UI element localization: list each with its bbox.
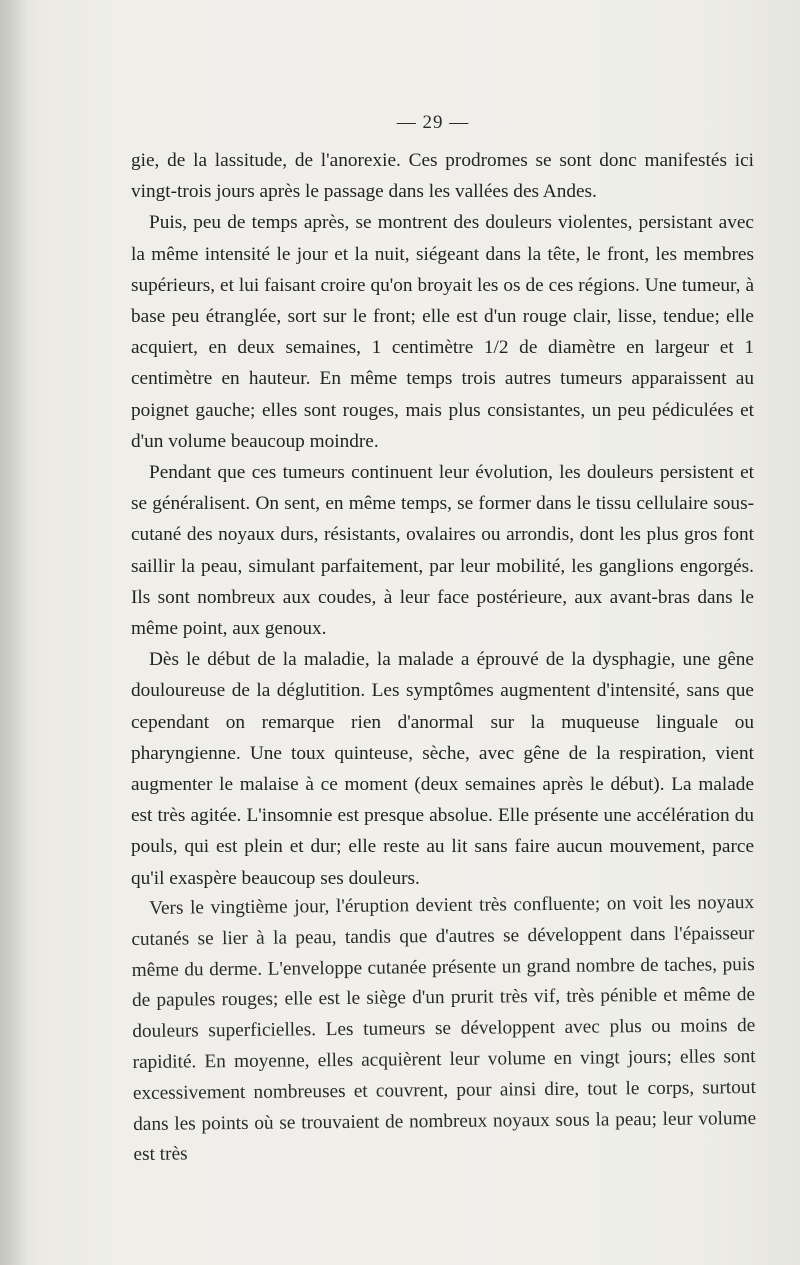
binding-shadow	[0, 0, 28, 1265]
paragraph: Dès le début de la maladie, la malade a éprouvé de la dysphagie, une gêne douloureuse de la déglutition. Les symptômes augmentent d'intensité, sans que cependant on remarque rien d'anormal sur la muqueuse linguale ou pharyngienne. Une toux quinteuse, sèche, avec gêne de la respiration, vient augmenter le malaise à ce moment (deux semaines après le début). La malade est très agitée. L'insomnie est presque absolue. Elle présente une accélération du pouls, qui est plein et dur; elle reste au lit sans faire aucun mouvement, parce qu'il exaspère beaucoup ses douleurs.	[131, 649, 754, 889]
paragraph: Pendant que ces tumeurs continuent leur évolution, les douleurs persistent et se généralisent. On sent, en même temps, se former dans le tissu cellulaire sous-cutané des noyaux durs, résistants, ovalaires ou arrondis, dont les plus gros font saillir la peau, simulant parfaitement, par leur mobilité, les ganglions engorgés. Ils sont nombreux aux coudes, à leur face postérieure, aux avant-bras dans le même point, aux genoux.	[131, 462, 754, 640]
paragraph: Vers le vingtième jour, l'éruption devient très confluente; on voit les noyaux cutanés se lier à la peau, tandis que d'autres se développent dans l'épaisseur même du derme. L'enveloppe cutanée présente un grand nombre de taches, puis de papules rouges; elle est le siège d'un prurit très vif, très pénible et même de douleurs superficielles. Les tumeurs se développent avec plus ou moins de rapidité. En moyenne, elles acquièrent leur volume en vingt jours; elles sont excessivement nombreuses et couvrent, pour ainsi dire, tout le corps, surtout dans les points où se trouvaient de nombreux noyaux sous la peau; leur volume est très	[131, 891, 757, 1166]
paragraph: Puis, peu de temps après, se montrent des douleurs violentes, persistant avec la même intensité le jour et la nuit, siégeant dans la tête, le front, les membres supérieurs, et lui faisant croire qu'on broyait les os de ces régions. Une tumeur, à base peu étranglée, sort sur le front; elle est d'un rouge clair, lisse, tendue; elle acquiert, en deux semaines, 1 centimètre 1/2 de diamètre en largeur et 1 centimètre en hauteur. En même temps trois autres tumeurs apparaissent au poignet gauche; elles sont rouges, mais plus consistantes, un peu pédiculées et d'un volume beaucoup moindre.	[131, 212, 754, 452]
body-text	[131, 145, 757, 1171]
page-number: — 29 —	[396, 112, 470, 133]
paragraph: gie, de la lassitude, de l'anorexie. Ces prodromes se sont donc manifestés ici vingt-trois jours après le passage dans les vallées des Andes.	[131, 150, 754, 203]
